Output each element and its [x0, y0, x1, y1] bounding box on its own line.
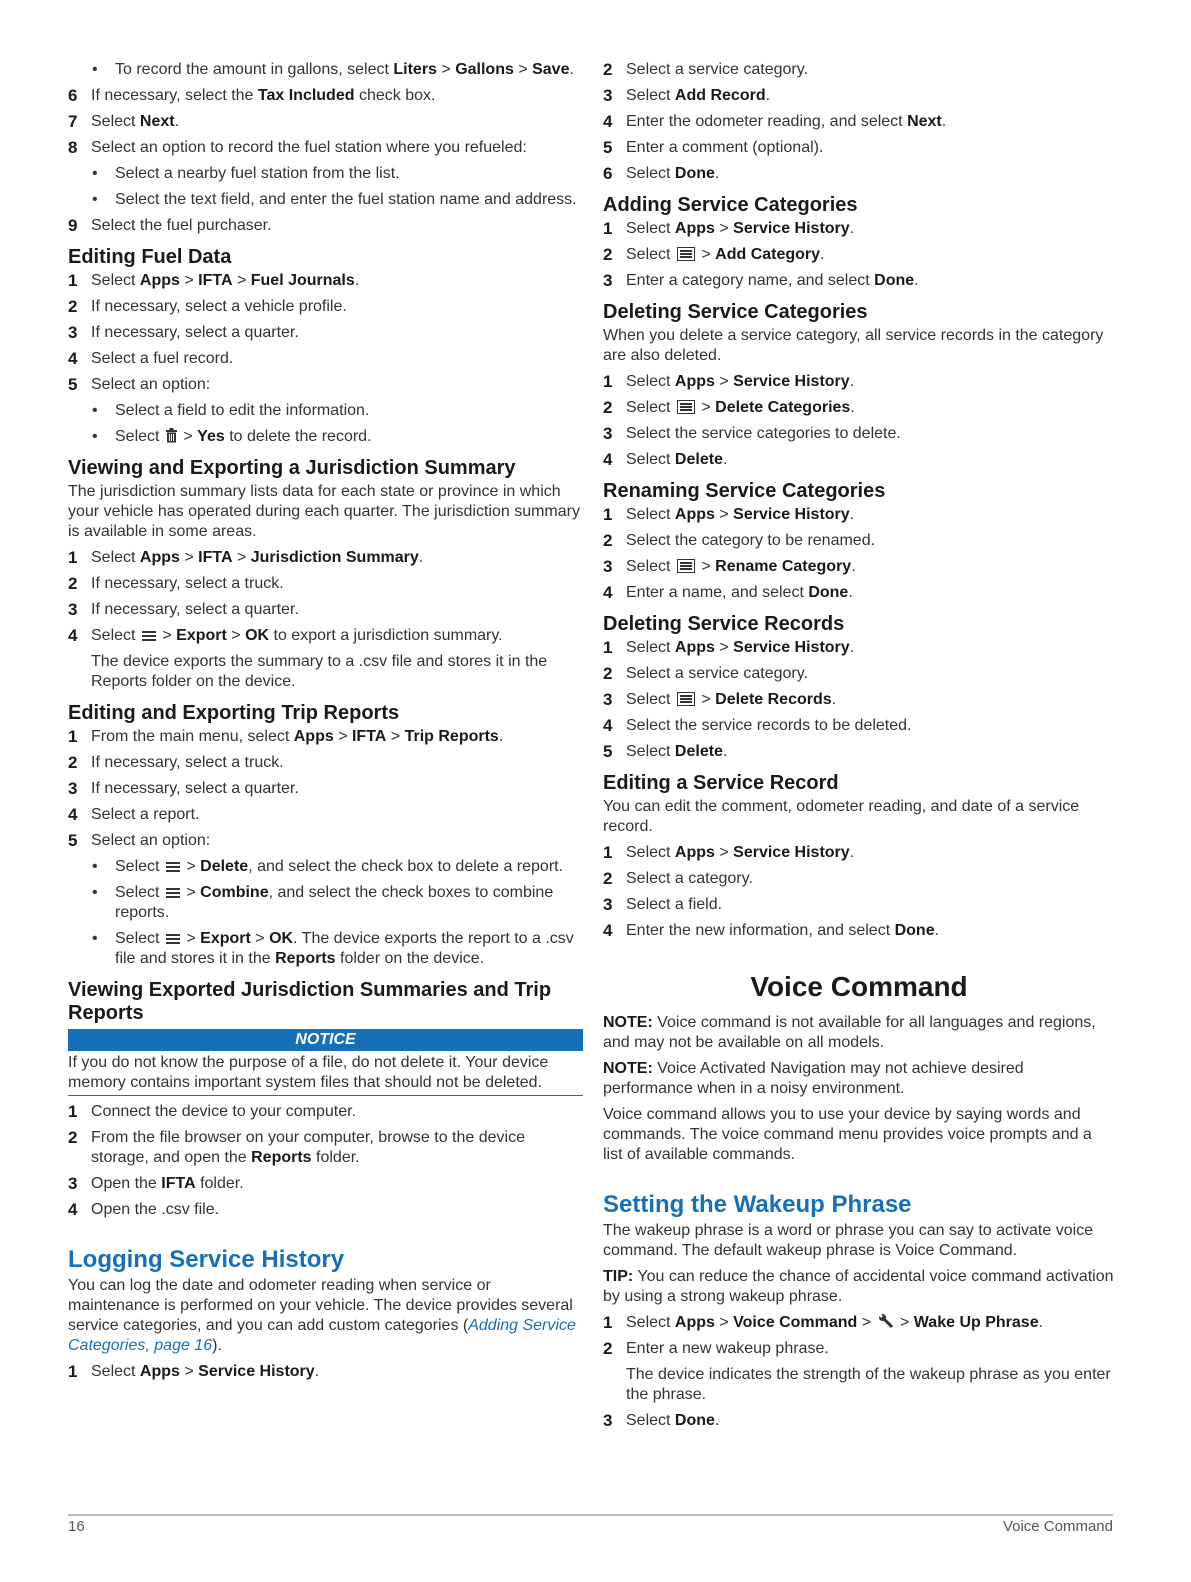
step: 4 Select a report. [68, 805, 200, 824]
section-heading: Logging Service History [68, 1246, 345, 1273]
step: 3 If necessary, select a quarter. [68, 779, 299, 798]
step: 6 If necessary, select the Tax Included check box. [68, 86, 436, 105]
section-heading: Deleting Service Categories [603, 301, 868, 323]
step: 3 Select Add Record. [603, 86, 771, 105]
footer-divider [68, 1514, 1113, 1516]
step: 1 Select Apps > IFTA > Fuel Journals. [68, 271, 360, 290]
paragraph: You can edit the comment, odometer reading, and date of a service record. [603, 798, 1080, 835]
list-item: • Select a nearby fuel station from the list. [92, 165, 400, 182]
list-item: • Select > Export > OK. The device exports the report to a .csv file and stores it in the Reports folder on the device. [92, 930, 574, 967]
step: 3 Enter a category name, and select Done. [603, 271, 919, 290]
notice-text: If you do not know the purpose of a file, do not delete it. Your device memory contains important system files that should not be deleted. [68, 1053, 583, 1096]
step-note: The device exports the summary to a .csv file and stores it in the Reports folder on the device. [91, 653, 548, 690]
step: 4 Select a fuel record. [68, 349, 234, 368]
step: 2 Select a service category. [603, 60, 809, 79]
step: 2 Select the category to be renamed. [603, 531, 876, 550]
list-item: • Select > Combine, and select the check boxes to combine reports. [92, 884, 554, 921]
paragraph: The wakeup phrase is a word or phrase you can say to activate voice command. The default wakeup phrase is Voice Command. [603, 1222, 1094, 1259]
step: 5 Select an option: [68, 375, 211, 394]
step: 3 Select > Rename Category. [603, 557, 856, 576]
menu-icon [677, 559, 695, 573]
section-heading: Editing Fuel Data [68, 246, 232, 268]
step: 1 Select Apps > Service History. [68, 1362, 320, 1381]
cross-reference-link[interactable]: Adding Service Categories, page 16 [68, 1317, 576, 1354]
step: 2 Enter a new wakeup phrase. [603, 1339, 829, 1358]
step: 1 Select Apps > Service History. [603, 372, 855, 391]
section-heading: Deleting Service Records [603, 613, 845, 635]
section-heading: Viewing Exported Jurisdiction Summaries and Trip Reports [68, 979, 552, 1024]
paragraph: The jurisdiction summary lists data for each state or province in which your vehicle has operated during each quarter. The jurisdiction summary is available in some areas. [68, 483, 580, 540]
step: 2 From the file browser on your computer, browse to the device storage, and open the Reports folder. [68, 1128, 525, 1166]
menu-icon [677, 247, 695, 261]
right-column [603, 60, 1115, 1437]
left-column [68, 60, 583, 1388]
notice-label: NOTICE [68, 1029, 583, 1051]
step: 3 Select the service categories to delete. [603, 424, 901, 443]
footer-section-title: Voice Command [1002, 1518, 1113, 1535]
step: 2 Select > Add Category. [603, 245, 825, 264]
list-item: • Select the text field, and enter the fuel station name and address. [92, 191, 577, 208]
step: 1 Select Apps > Service History. [603, 638, 855, 657]
list-item: • Select a field to edit the information. [92, 402, 370, 419]
step: 1 From the main menu, select Apps > IFTA > Trip Reports. [68, 727, 504, 746]
list-item: • To record the amount in gallons, select Liters > Gallons > Save. [92, 61, 574, 78]
step: 1 Select Apps > IFTA > Jurisdiction Summary. [68, 548, 424, 567]
step: 7 Select Next. [68, 112, 180, 131]
step: 1 Select Apps > Service History. [603, 219, 855, 238]
step: 1 Select Apps > Service History. [603, 843, 855, 862]
step: 1 Select Apps > Voice Command > > Wake Up Phrase. [603, 1313, 1044, 1332]
note: NOTE: Voice Activated Navigation may not achieve desired performance when in a noisy environment. [603, 1060, 1024, 1097]
step: 5 Select Delete. [603, 742, 728, 761]
list-item: • Select > Yes to delete the record. [92, 428, 372, 445]
menu-icon [142, 630, 156, 642]
menu-icon [166, 861, 180, 873]
step: 4 Select the service records to be deleted. [603, 716, 912, 735]
menu-icon [677, 692, 695, 706]
step: 2 Select a service category. [603, 664, 809, 683]
step: 3 Select > Delete Records. [603, 690, 837, 709]
step: 6 Select Done. [603, 164, 720, 183]
section-heading: Setting the Wakeup Phrase [603, 1191, 912, 1218]
step: 9 Select the fuel purchaser. [68, 216, 272, 235]
step: 3 Select a field. [603, 895, 723, 914]
menu-icon [166, 933, 180, 945]
paragraph: You can log the date and odometer reading when service or maintenance is performed on your vehicle. The device provides several service categories, and you can add custom categories (Adding Service Categories, page 16). [68, 1277, 576, 1354]
section-heading: Adding Service Categories [603, 194, 858, 216]
step: 5 Enter a comment (optional). [603, 138, 824, 157]
menu-icon [677, 400, 695, 414]
step: 3 Select Done. [603, 1411, 720, 1430]
step: 4 Enter the odometer reading, and select Next. [603, 112, 947, 131]
section-heading: Viewing and Exporting a Jurisdiction Summary [68, 457, 516, 479]
wrench-icon [878, 1313, 894, 1329]
note: NOTE: Voice command is not available for all languages and regions, and may not be available on all models. [603, 1014, 1096, 1051]
tip: TIP: You can reduce the chance of accidental voice command activation by using a strong wakeup phrase. [603, 1268, 1114, 1305]
step: 8 Select an option to record the fuel station where you refueled: [68, 138, 527, 157]
section-heading: Editing a Service Record [603, 772, 839, 794]
step: 4 Select Delete. [603, 450, 728, 469]
step: 2 If necessary, select a truck. [68, 574, 284, 593]
section-heading: Renaming Service Categories [603, 480, 886, 502]
paragraph: Voice command allows you to use your device by saying words and commands. The voice command menu provides voice prompts and a list of available commands. [603, 1106, 1092, 1163]
step: 3 Open the IFTA folder. [68, 1174, 244, 1193]
step-note: The device indicates the strength of the wakeup phrase as you enter the phrase. [626, 1366, 1111, 1403]
step: 3 If necessary, select a quarter. [68, 600, 299, 619]
step: 5 Select an option: [68, 831, 211, 850]
step: 4 Open the .csv file. [68, 1200, 220, 1219]
step: 1 Connect the device to your computer. [68, 1102, 357, 1121]
step: 2 If necessary, select a truck. [68, 753, 284, 772]
trash-icon [166, 428, 177, 443]
step: 2 Select a category. [603, 869, 753, 888]
chapter-title: Voice Command [750, 971, 968, 1002]
step: 4 Enter a name, and select Done. [603, 583, 853, 602]
page-number: 16 [68, 1518, 85, 1535]
paragraph: When you delete a service category, all service records in the category are also deleted. [603, 327, 1104, 364]
step: 3 If necessary, select a quarter. [68, 323, 299, 342]
section-heading: Editing and Exporting Trip Reports [68, 702, 400, 724]
list-item: • Select > Delete, and select the check box to delete a report. [92, 858, 564, 875]
step: 4 Enter the new information, and select Done. [603, 921, 940, 940]
step: 2 Select > Delete Categories. [603, 398, 855, 417]
step: 2 If necessary, select a vehicle profile. [68, 297, 347, 316]
step: 4 Select > Export > OK to export a jurisdiction summary. [68, 626, 503, 645]
step: 1 Select Apps > Service History. [603, 505, 855, 524]
menu-icon [166, 887, 180, 899]
